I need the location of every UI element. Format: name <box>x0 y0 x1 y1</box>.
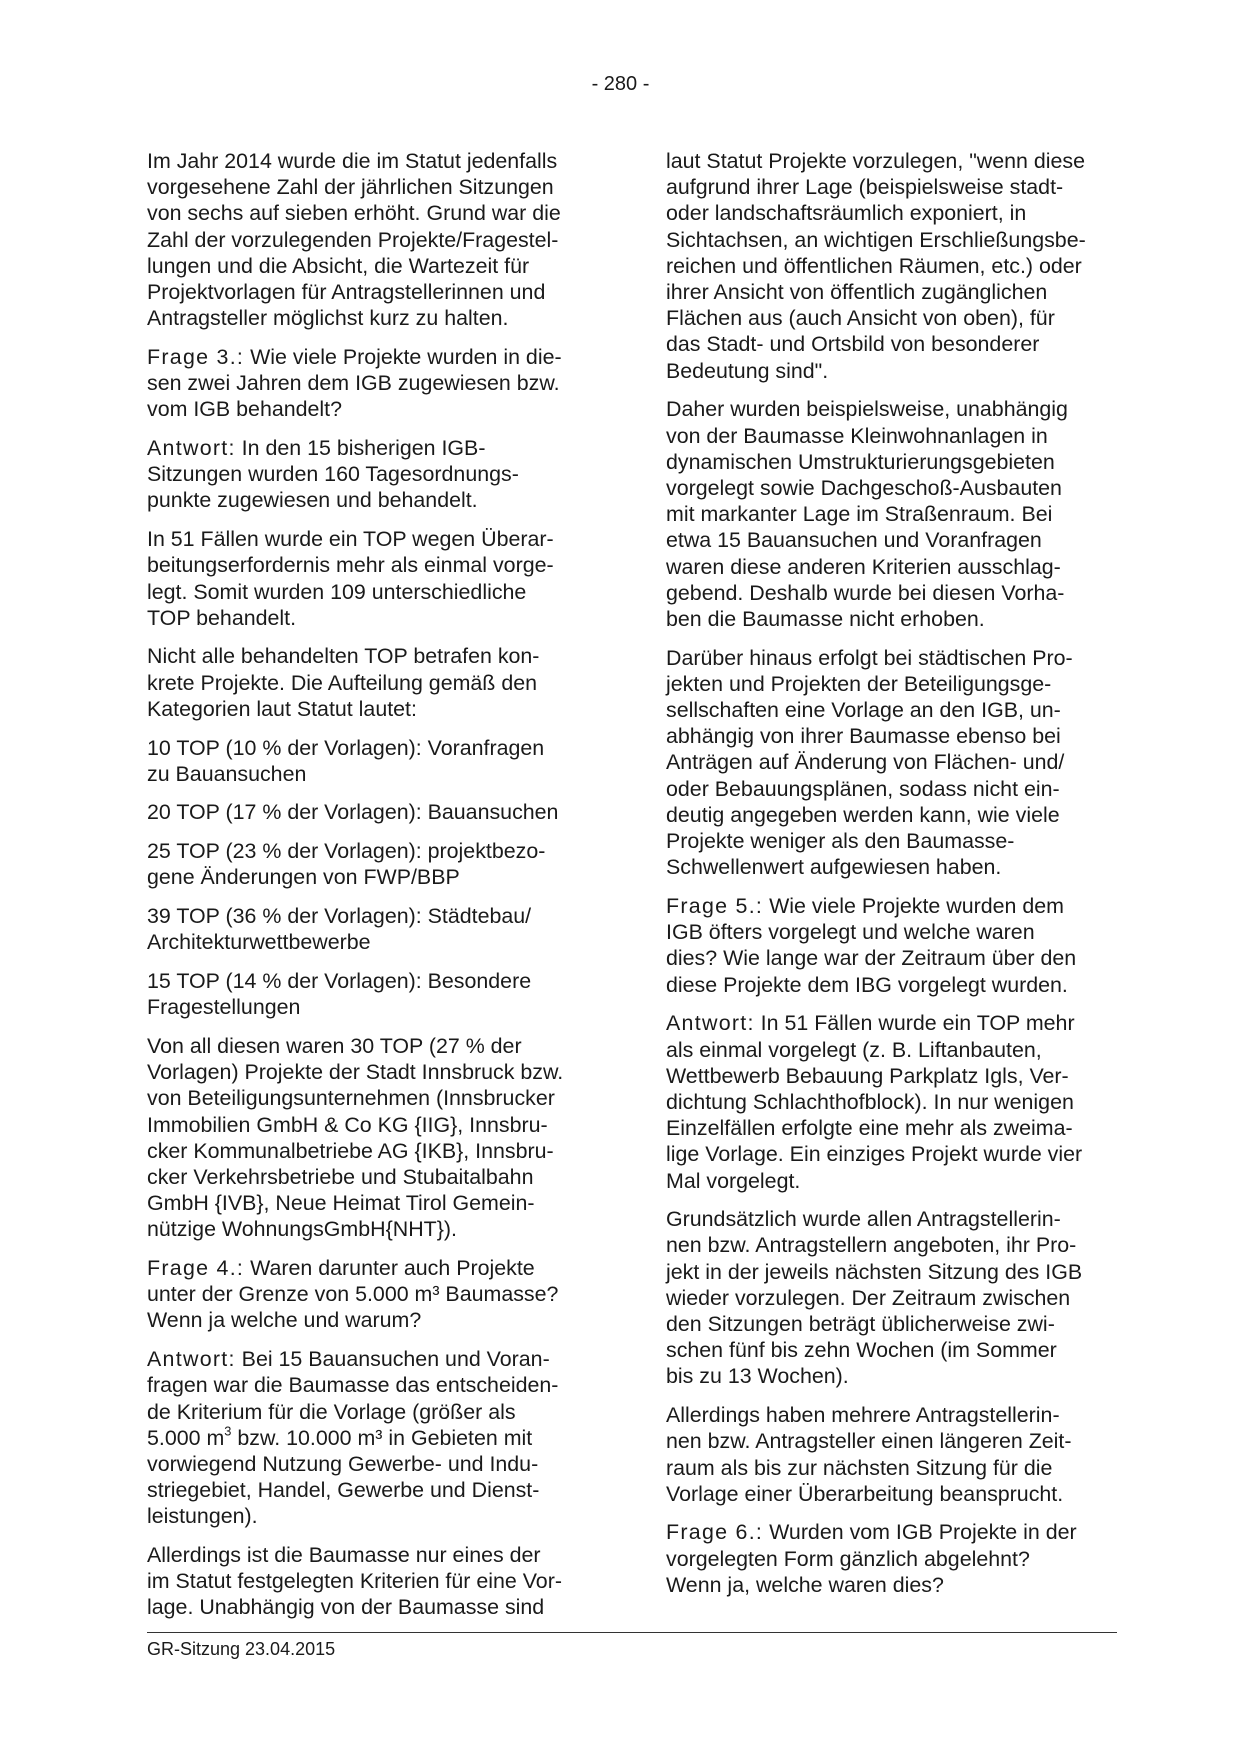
right-column <box>666 148 1126 1611</box>
question-3 <box>147 344 607 423</box>
paragraph: Von all diesen waren 30 TOP (27 % der Vorlagen) Projekte der Stadt Innsbruck bzw. von Beteiligungsunternehmen (Innsbrucker Immobilien GmbH & Co KG {IIG}, Innsbru- cker Kommunalbetriebe AG {IKB}, Innsbru- cker Verkehrsbetriebe und Stubaitalbahn GmbH {IVB}, Neue Heimat Tirol Gemein- nützige WohnungsGmbH{NHT}). <box>147 1033 564 1242</box>
category-item: 10 TOP (10 % der Vorlagen): Voranfragen zu Bauansuchen <box>147 735 545 786</box>
question-text: Waren darunter auch Projekte unter der Grenze von 5.000 m³ Baumasse? Wenn ja welche und warum? <box>147 1256 559 1333</box>
question-text: Wie viele Projekte wurden in die- sen zwei Jahren dem IGB zugewiesen bzw. vom IGB behandelt? <box>147 344 562 422</box>
answer-5 <box>666 1010 1126 1193</box>
answer-text: In den 15 bisherigen IGB- Sitzungen wurden 160 Tagesordnungs- punkte zugewiesen und behandelt. <box>147 436 519 513</box>
answer-text: Bei 15 Bauansuchen und Voran- fragen war die Baumasse das entscheiden- de Kriterium für die Vorlage (größer als 5.000 m <box>147 1347 559 1450</box>
paragraph: Daher wurden beispielsweise, unabhängig von der Baumasse Kleinwohnanlagen in dynamischen Umstrukturierungsgebieten vorgelegt sowie Dachgeschoß-Ausbauten mit markanter Lage im Straßenraum. Bei etwa 15 Bauansuchen und Voranfragen waren diese anderen Kriterien ausschlag- gebend. Deshalb wurde bei diesen Vorha- ben die Baumasse nicht erhoben. <box>666 397 1068 631</box>
paragraph: Darüber hinaus erfolgt bei städtischen Pro- jekten und Projekten der Beteiligungsge- sellschaften eine Vorlage an den IGB, un- abhängig von ihrer Baumasse ebenso bei Anträgen auf Änderung von Flächen- und/ oder Bebauungsplänen, sodass nicht ein- deutig angegeben werden kann, wie viele Projekte weniger als den Baumasse- Schwellenwert aufgewiesen haben. <box>666 645 1073 880</box>
question-label: Frage 5.: <box>666 893 764 918</box>
paragraph: In 51 Fällen wurde ein TOP wegen Überar- beitungserfordernis mehr als einmal vorge- legt. Somit wurden 109 unterschiedliche TOP behandelt. <box>147 527 554 630</box>
footer-text: GR-Sitzung 23.04.2015 <box>147 1639 336 1659</box>
question-label: Frage 3.: <box>147 344 245 369</box>
answer-text-continued: bzw. 10.000 m³ in Gebieten mit vorwiegend Nutzung Gewerbe- und Indu- striegebiet, Handel, Gewerbe und Dienst- leistungen). <box>147 1425 540 1529</box>
left-column <box>147 148 607 1633</box>
paragraph: Allerdings ist die Baumasse nur eines der im Statut festgelegten Kriterien für eine Vor- lage. Unabhängig von der Baumasse sind <box>147 1543 562 1620</box>
page-number: - 280 - <box>591 73 650 95</box>
paragraph: Allerdings haben mehrere Antragstellerin- nen bzw. Antragsteller einen längeren Zeit- raum als bis zur nächsten Sitzung für die Vorlage einer Überarbeitung beansprucht. <box>666 1403 1072 1506</box>
category-item: 20 TOP (17 % der Vorlagen): Bauansuchen <box>147 800 559 825</box>
superscript: 3 <box>224 1423 232 1439</box>
answer-label: Antwort: <box>147 1347 236 1372</box>
question-text: Wie viele Projekte wurden dem IGB öfters vorgelegt und welche waren dies? Wie lange war der Zeitraum über den diese Projekte dem IBG vorgelegt wurden. <box>666 893 1077 997</box>
category-item: 39 TOP (36 % der Vorlagen): Städtebau/ Architekturwettbewerbe <box>147 904 532 955</box>
answer-4 <box>147 1346 607 1529</box>
answer-label: Antwort: <box>666 1011 755 1036</box>
question-text: Wurden vom IGB Projekte in der vorgelegten Form gänzlich abgelehnt? Wenn ja, welche waren dies? <box>666 1520 1077 1597</box>
question-6 <box>666 1519 1126 1598</box>
answer-3 <box>147 435 607 514</box>
category-item: 15 TOP (14 % der Vorlagen): Besondere Fragestellungen <box>147 968 532 1020</box>
question-5 <box>666 893 1126 998</box>
paragraph: laut Statut Projekte vorzulegen, "wenn diese aufgrund ihrer Lage (beispielsweise stadt- oder landschaftsräumlich exponiert, in Sichtachsen, an wichtigen Erschließungsbe- reichen und öffentlichen Räumen, etc.) oder ihrer Ansicht von öffentlich zugänglichen Flächen aus (auch Ansicht von oben), für das Stadt- und Ortsbild von besonderer Bedeutung sind". <box>666 149 1086 383</box>
question-label: Frage 6.: <box>666 1520 764 1545</box>
footer-divider <box>147 1632 1117 1633</box>
paragraph: Grundsätzlich wurde allen Antragstellerin- nen bzw. Antragstellern angeboten, ihr Pro- jekt in der jeweils nächsten Sitzung des IGB wieder vorzulegen. Der Zeitraum zwischen den Sitzungen beträgt üblicherweise zwi- schen fünf bis zehn Wochen (im Sommer bis zu 13 Wochen). <box>666 1207 1083 1389</box>
question-4 <box>147 1255 607 1334</box>
paragraph: Nicht alle behandelten TOP betrafen kon- krete Projekte. Die Aufteilung gemäß den Kategorien laut Statut lautet: <box>147 644 540 721</box>
category-item: 25 TOP (23 % der Vorlagen): projektbezo- gene Änderungen von FWP/BBP <box>147 839 546 890</box>
answer-text: In 51 Fällen wurde ein TOP mehr als einmal vorgelegt (z. B. Liftanbauten, Wettbewerb Bebauung Parkplatz Igls, Ver- dichtung Schlachthofblock). In nur wenigen Einzelfällen erfolgte eine mehr als zweima- lige Vorlage. Ein einziges Projekt wurde vier Mal vorgelegt. <box>666 1011 1083 1193</box>
question-label: Frage 4.: <box>147 1256 245 1281</box>
answer-label: Antwort: <box>147 436 236 461</box>
paragraph: Im Jahr 2014 wurde die im Statut jedenfalls vorgesehene Zahl der jährlichen Sitzungen von sechs auf sieben erhöht. Grund war die Zahl der vorzulegenden Projekte/Fragestel- lungen und die Absicht, die Wartezeit für Projektvorlagen für Antragstellerinnen und Antragsteller möglichst kurz zu halten. <box>147 149 561 331</box>
